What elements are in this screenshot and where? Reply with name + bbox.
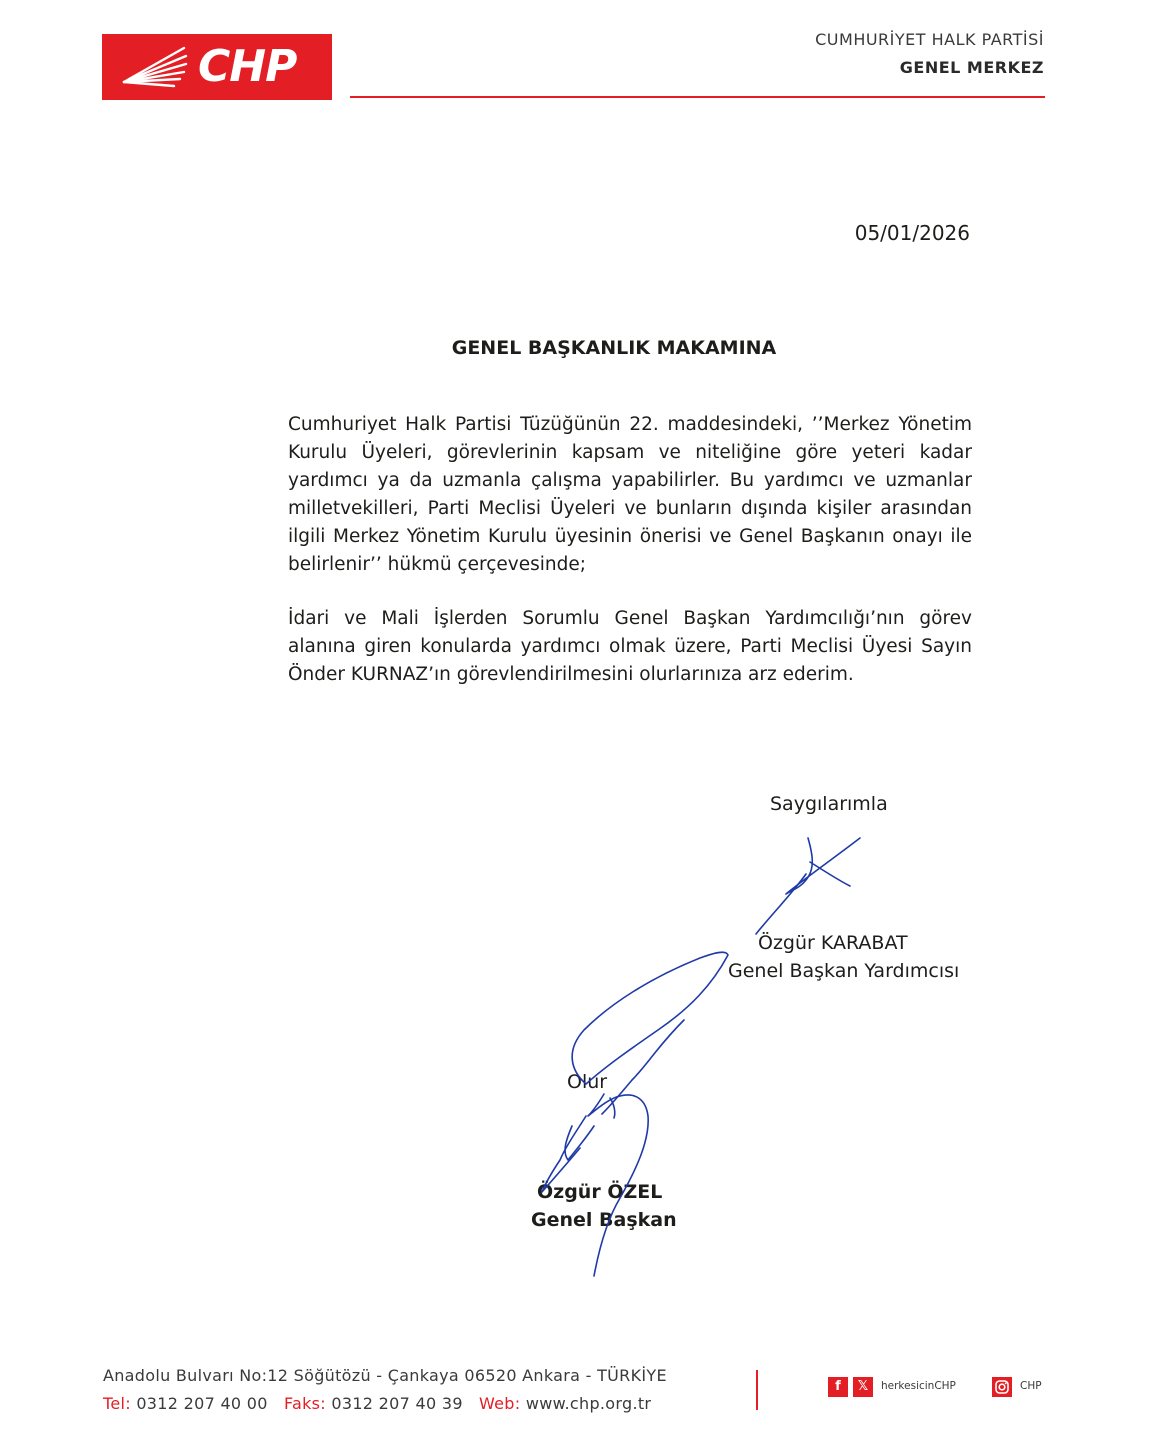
approver-name: Özgür ÖZEL [537,1181,663,1203]
logo-wordmark: CHP [198,41,297,92]
social-handle[interactable]: herkesicinCHP [881,1380,956,1392]
letter-paragraph: İdari ve Mali İşlerden Sorumlu Genel Başkan Yardımcılığı’nın görev alanına giren konularda yardımcı olmak üzere, Parti Meclisi Üyesi Sayın Önder KURNAZ’ın görevlendirilmesini olurlarınıza arz ederim. [288,608,972,685]
signer-name: Özgür KARABAT [758,932,908,954]
instagram-icon[interactable] [992,1377,1012,1397]
approver-title: Genel Başkan [531,1209,677,1231]
organization-name: CUMHURİYET HALK PARTİSİ [815,30,1044,49]
footer-contacts [103,1394,651,1413]
x-twitter-icon[interactable]: 𝕏 [853,1377,873,1397]
fax-number: 0312 207 40 39 [331,1394,463,1413]
fax-label: Faks: [283,1394,326,1413]
tel-label: Tel: [103,1394,131,1413]
tel-number: 0312 207 40 00 [136,1394,268,1413]
letter-date: 05/01/2026 [854,221,970,245]
approval-label: Olur [567,1071,608,1093]
footer-address: Anadolu Bulvarı No:12 Söğütözü - Çankaya 06520 Ankara - TÜRKİYE [103,1366,667,1385]
web-address[interactable]: www.chp.org.tr [525,1394,652,1413]
letter-addressee: GENEL BAŞKANLIK MAKAMINA [451,337,777,359]
approver-signature [572,952,728,1084]
footer-divider [756,1370,758,1410]
approver-signature [542,1116,586,1192]
facebook-icon[interactable]: f [828,1377,848,1397]
instagram-glyph-icon [992,1377,1012,1397]
signer-signature [756,874,806,934]
organization-unit: GENEL MERKEZ [899,58,1044,77]
letter-paragraph: Cumhuriyet Halk Partisi Tüzüğünün 22. maddesindeki, ’’Merkez Yönetim Kurulu Üyeleri, görevlerinin kapsam ve niteliğine göre yeteri kadar yardımcı ya da uzmanla çalışma yapabilirler. Bu yardımcı ve uzmanlar milletvekilleri, Parti Meclisi Üyeleri ve bunların dışında kişiler arasından ilgili Merkez Yönetim Kurulu üyesinin önerisi ve Genel Başkanın onayı ile belirlenir’’ hükmü çerçevesinde; [288,414,972,575]
closing-salutation: Saygılarımla [770,793,888,815]
approver-signature [602,1020,684,1114]
instagram-handle[interactable]: CHP [1020,1380,1042,1392]
approver-signature [588,1094,648,1276]
signer-signature [810,862,850,886]
web-label: Web: [478,1394,521,1413]
signer-title: Genel Başkan Yardımcısı [728,960,960,982]
